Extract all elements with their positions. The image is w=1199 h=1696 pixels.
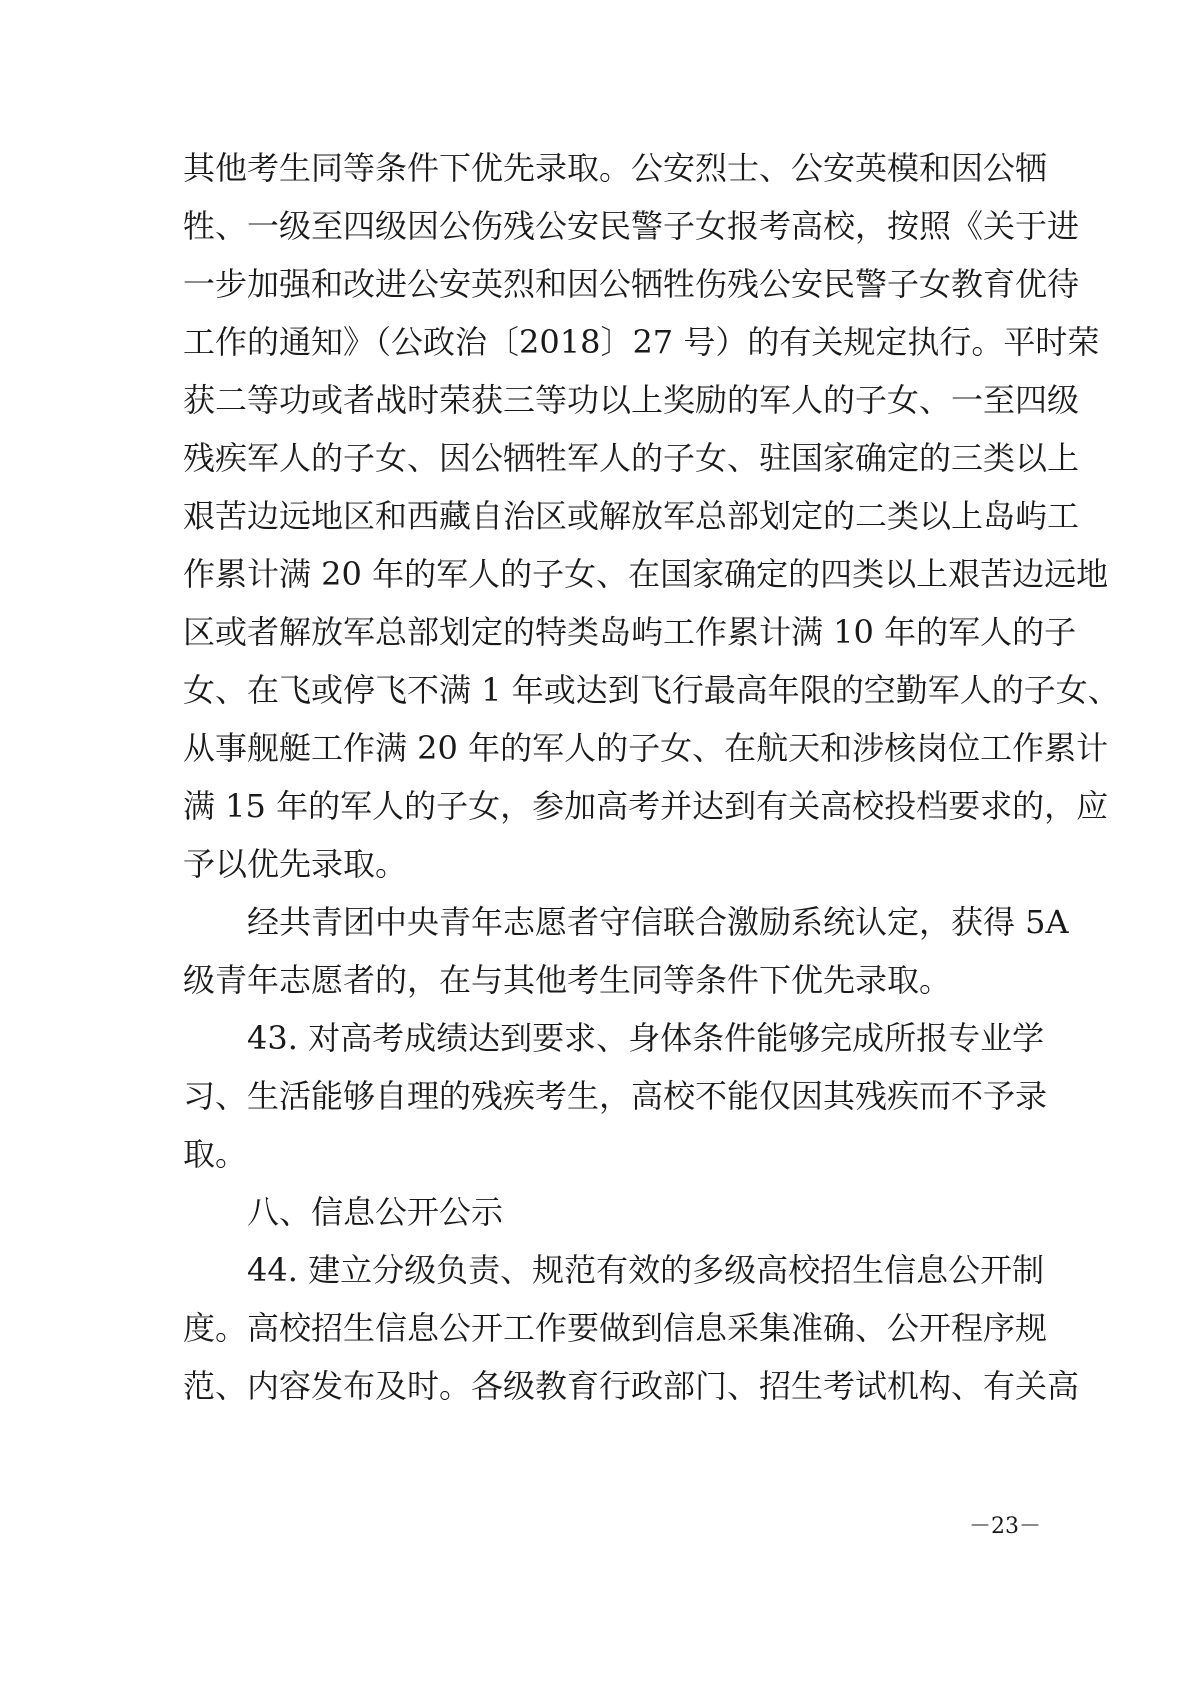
- body-text-line: 工作的通知》（公政治〔2018〕27 号）的有关规定执行。平时荣: [183, 323, 1100, 361]
- body-text-line: 其他考生同等条件下优先录取。公安烈士、公安英模和因公牺: [183, 149, 1048, 187]
- body-text-line: 牲、一级至四级因公伤残公安民警子女报考高校，按照《关于进: [183, 207, 1080, 245]
- body-text-line: 一步加强和改进公安英烈和因公牺牲伤残公安民警子女教育优待: [183, 265, 1080, 303]
- body-text-line: 43. 对高考成绩达到要求、身体条件能够完成所报专业学: [247, 1019, 1045, 1057]
- section-heading: 八、信息公开公示: [247, 1193, 504, 1231]
- body-text-line: 艰苦边远地区和西藏自治区或解放军总部划定的二类以上岛屿工: [183, 497, 1080, 535]
- body-text-line: 区或者解放军总部划定的特类岛屿工作累计满 10 年的军人的子: [183, 613, 1077, 651]
- body-text-line: 44. 建立分级负责、规范有效的多级高校招生信息公开制: [247, 1251, 1045, 1289]
- body-text-line: 从事舰艇工作满 20 年的军人的子女、在航天和涉核岗位工作累计: [183, 729, 1109, 767]
- body-text-line: 满 15 年的军人的子女，参加高考并达到有关高校投档要求的，应: [183, 787, 1109, 825]
- body-text-line: 度。高校招生信息公开工作要做到信息采集准确、公开程序规: [183, 1309, 1048, 1347]
- body-text-line: 残疾军人的子女、因公牺牲军人的子女、驻国家确定的三类以上: [183, 439, 1080, 477]
- body-text-line: 作累计满 20 年的军人的子女、在国家确定的四类以上艰苦边远地: [183, 555, 1109, 593]
- page-number: －23－: [969, 1514, 1041, 1539]
- body-text-line: 经共青团中央青年志愿者守信联合激励系统认定，获得 5A: [247, 903, 1069, 941]
- body-text-line: 习、生活能够自理的残疾考生，高校不能仅因其残疾而不予录: [183, 1077, 1048, 1115]
- body-text-line: 获二等功或者战时荣获三等功以上奖励的军人的子女、一至四级: [183, 381, 1080, 419]
- body-text-line: 予以优先录取。: [183, 845, 408, 883]
- body-text-line: 女、在飞或停飞不满 1 年或达到飞行最高年限的空勤军人的子女、: [183, 671, 1120, 709]
- body-text-line: 取。: [183, 1135, 248, 1173]
- body-text-line: 范、内容发布及时。各级教育行政部门、招生考试机构、有关高: [183, 1367, 1080, 1405]
- body-text-line: 级青年志愿者的，在与其他考生同等条件下优先录取。: [183, 961, 952, 999]
